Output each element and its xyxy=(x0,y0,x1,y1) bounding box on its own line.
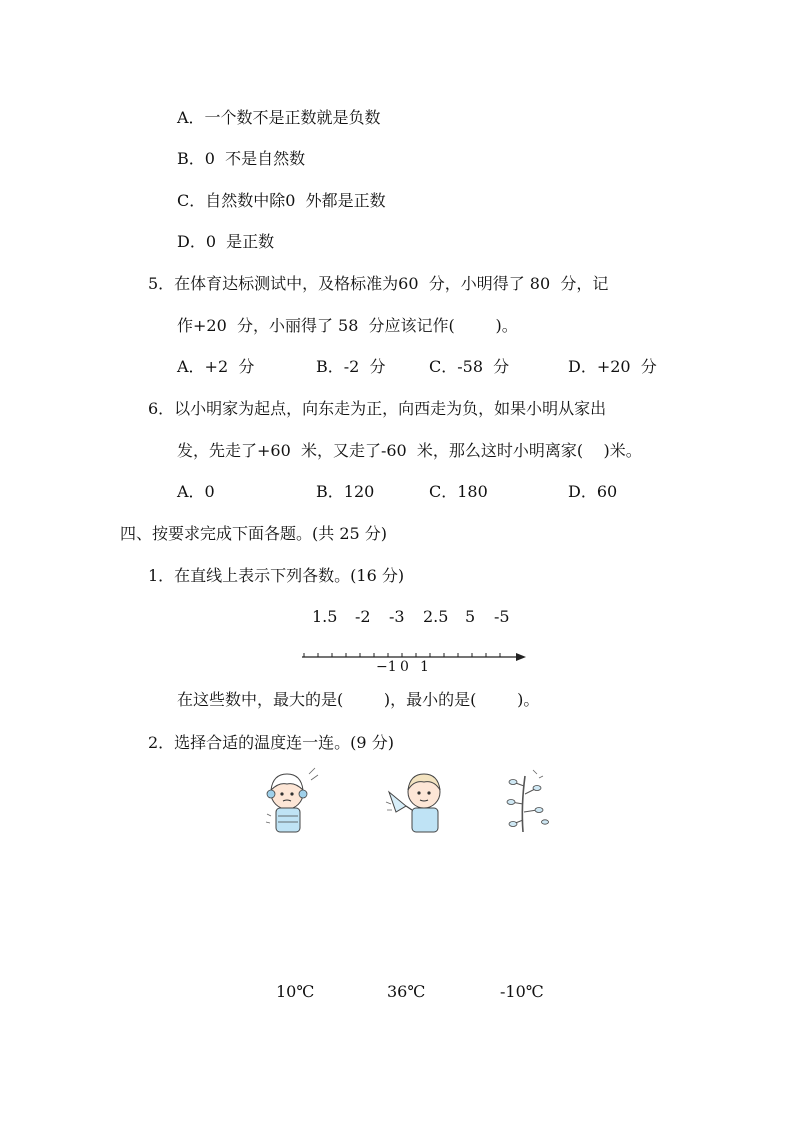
temperature-36: 36℃ xyxy=(387,982,426,1001)
part-1-title: 1．在直线上表示下列各数。(16 分) xyxy=(148,566,405,585)
q5-option-b: B．-2 分 xyxy=(316,357,386,376)
axis-label-1: 1 xyxy=(420,659,429,675)
q4-option-b: B．0 不是自然数 xyxy=(177,149,306,168)
axis-label-0: 0 xyxy=(400,659,409,675)
q4-option-c: C．自然数中除0 外都是正数 xyxy=(177,191,386,210)
q5-option-d: D．+20 分 xyxy=(568,357,657,376)
q5-line-1: 5．在体育达标测试中，及格标准为60 分，小明得了 80 分，记 xyxy=(148,274,609,293)
q4-option-d: D．0 是正数 xyxy=(177,232,275,251)
number-1: 1.5 xyxy=(312,607,338,626)
section-4-title: 四、按要求完成下面各题。(共 25 分) xyxy=(120,524,388,543)
temperature-neg10: -10℃ xyxy=(500,982,544,1001)
q5-option-c: C．-58 分 xyxy=(429,357,510,376)
withered-plant-image xyxy=(503,766,553,836)
number-2: -2 xyxy=(355,607,371,626)
hot-boy-image xyxy=(384,766,454,836)
part-1-question: 在这些数中，最大的是( )，最小的是( )。 xyxy=(177,690,540,709)
q6-option-c: C．180 xyxy=(429,482,488,501)
q6-option-b: B．120 xyxy=(316,482,375,501)
number-6: -5 xyxy=(494,607,510,626)
q5-option-a: A．+2 分 xyxy=(177,357,255,376)
number-3: -3 xyxy=(389,607,405,626)
q6-line-2: 发，先走了+60 米，又走了-60 米，那么这时小明离家( )米。 xyxy=(177,441,642,460)
number-4: 2.5 xyxy=(423,607,449,626)
q6-line-1: 6．以小明家为起点，向东走为正，向西走为负，如果小明从家出 xyxy=(148,399,607,418)
q6-option-a: A．0 xyxy=(177,482,215,501)
temperature-10: 10℃ xyxy=(276,982,315,1001)
axis-label-neg1: −1 xyxy=(376,659,397,675)
part-2-title: 2．选择合适的温度连一连。(9 分) xyxy=(148,733,394,752)
q5-line-2: 作+20 分，小丽得了 58 分应该记作( )。 xyxy=(177,316,518,335)
number-line[interactable] xyxy=(300,647,530,667)
q6-option-d: D．60 xyxy=(568,482,618,501)
q4-option-a: A．一个数不是正数就是负数 xyxy=(177,108,381,127)
cold-girl-image xyxy=(265,766,325,836)
number-5: 5 xyxy=(465,607,476,626)
